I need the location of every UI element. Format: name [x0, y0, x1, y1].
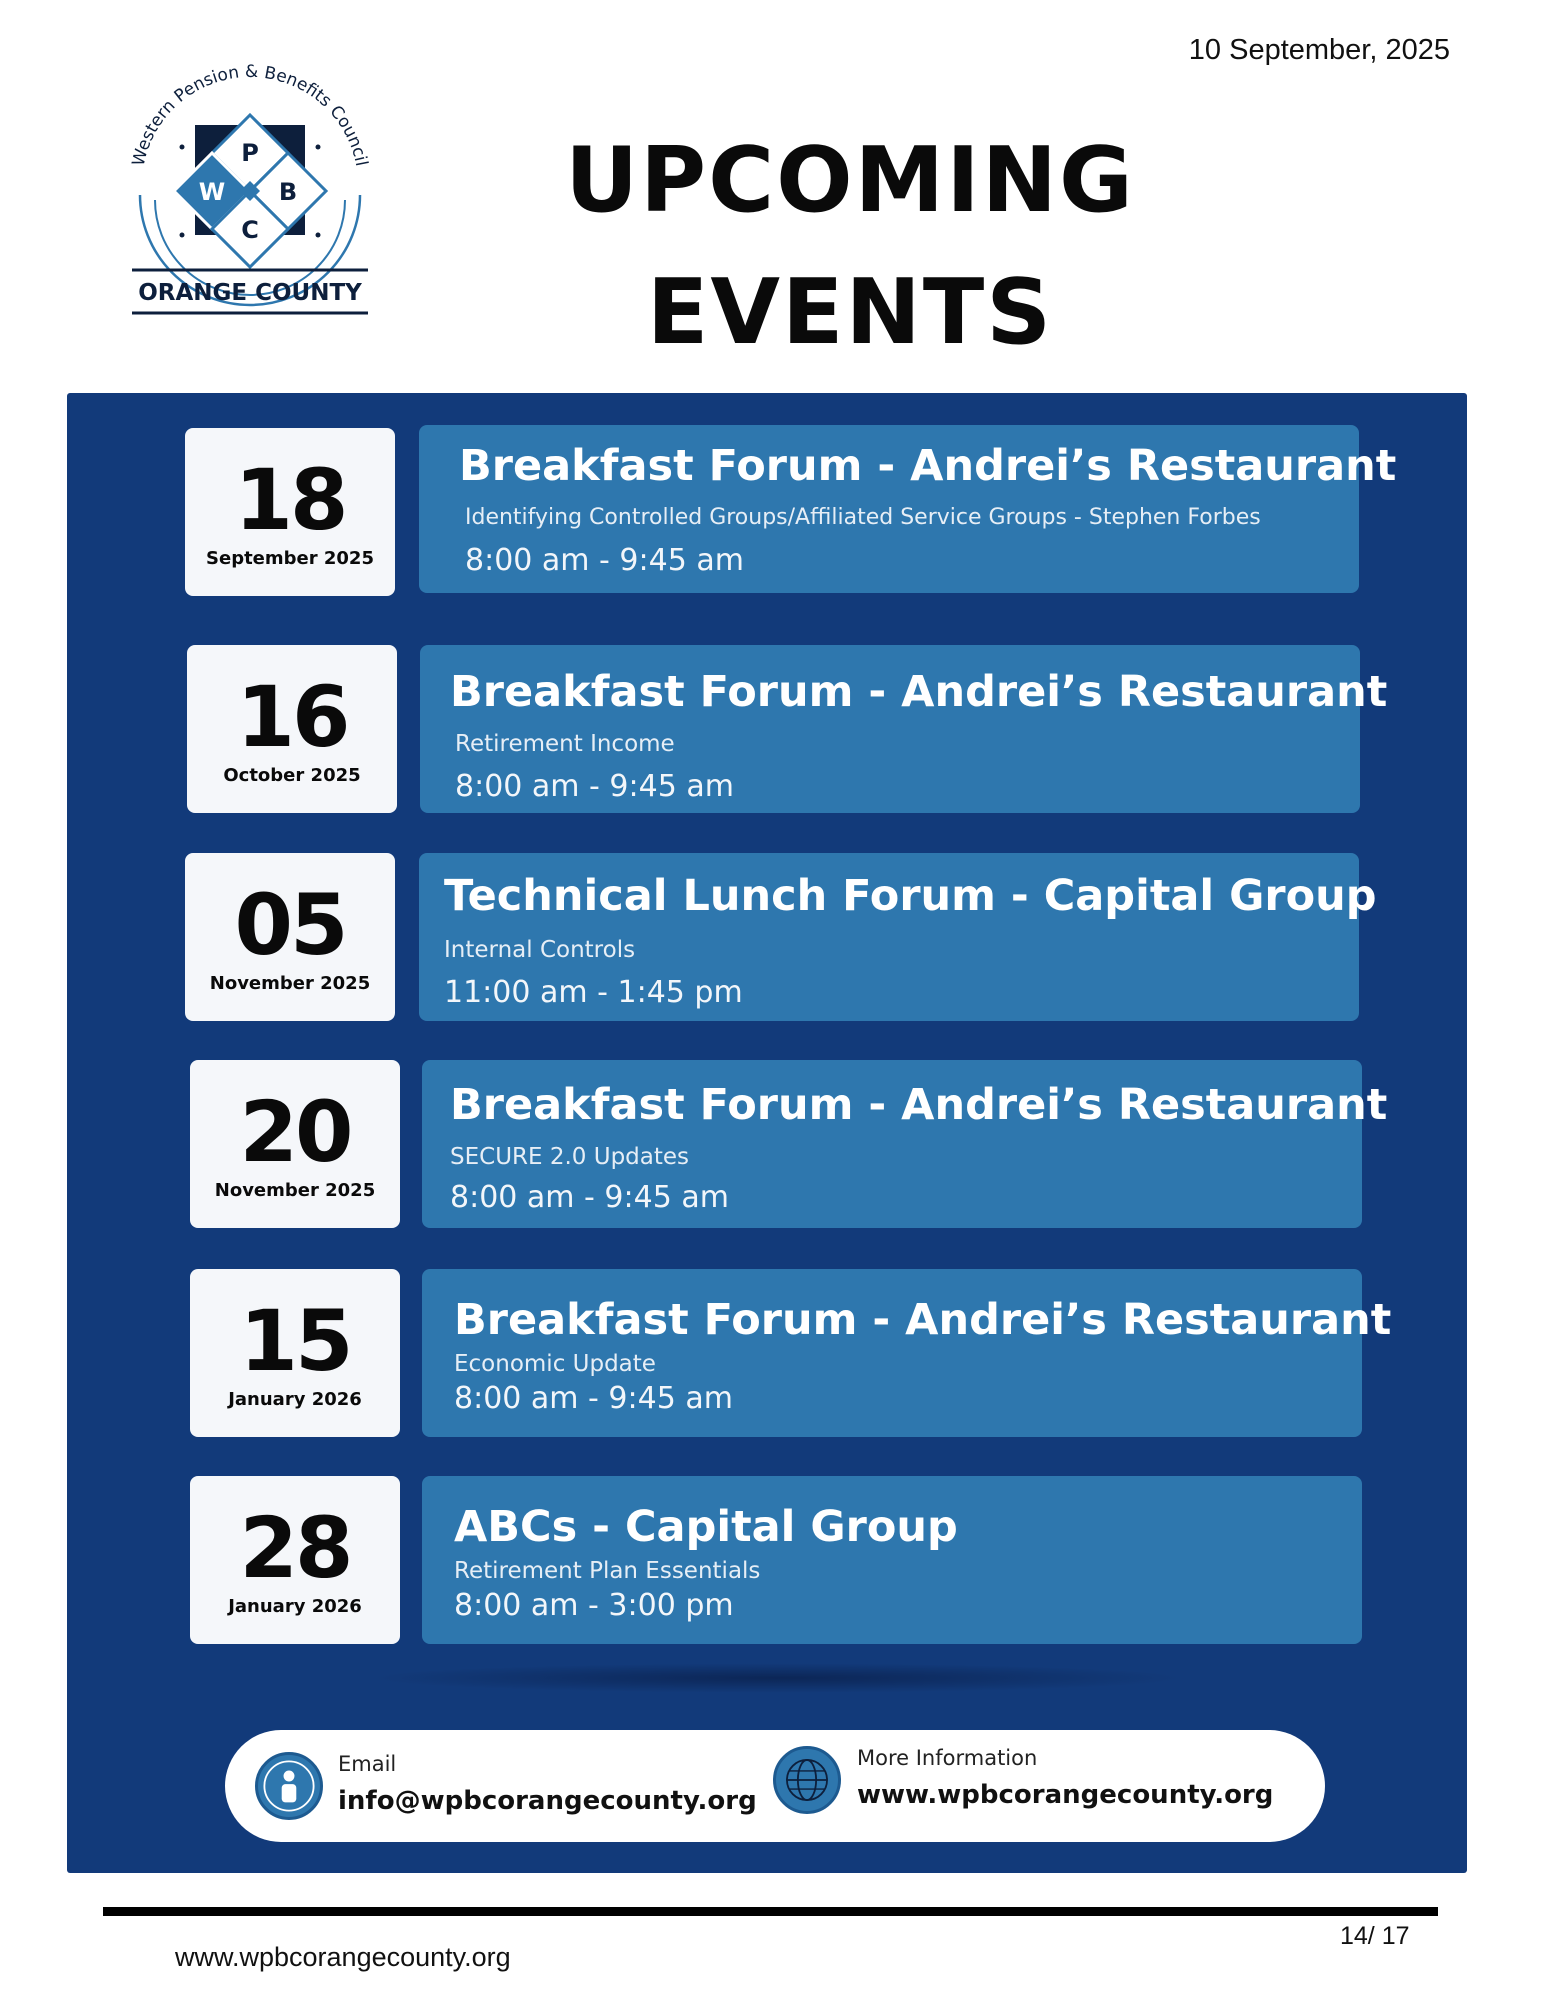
event-title: ABCs - Capital Group: [454, 1502, 958, 1552]
event-subtitle: Retirement Income: [455, 731, 675, 757]
svg-text:C: C: [241, 216, 259, 244]
event-time: 11:00 am - 1:45 pm: [444, 975, 743, 1010]
events-panel: [67, 393, 1467, 1873]
event-day: 28: [239, 1499, 351, 1597]
email-link[interactable]: info@wpbcorangecounty.org: [338, 1786, 757, 1816]
event-title: Breakfast Forum - Andrei’s Restaurant: [450, 1080, 1388, 1130]
event-day: 16: [236, 668, 348, 766]
date-card: [190, 1476, 400, 1644]
event-title: Breakfast Forum - Andrei’s Restaurant: [454, 1295, 1392, 1345]
event-month: November 2025: [209, 973, 371, 994]
event-title: Breakfast Forum - Andrei’s Restaurant: [450, 667, 1388, 717]
event-day: 05: [234, 876, 346, 974]
event-month: January 2026: [228, 1389, 362, 1410]
event-time: 8:00 am - 3:00 pm: [454, 1588, 734, 1623]
event-card[interactable]: [422, 1476, 1362, 1644]
wpbc-logo: [120, 55, 380, 325]
logo-graphic: [120, 55, 380, 325]
person-icon: [255, 1752, 323, 1820]
event-subtitle: Identifying Controlled Groups/Affiliated Service Groups - Stephen Forbes: [465, 505, 1261, 530]
title-line-2: EVENTS: [646, 260, 1054, 365]
date-card: [190, 1269, 400, 1437]
globe-icon: [773, 1746, 841, 1814]
svg-text:P: P: [241, 139, 259, 167]
document-date: 10 September, 2025: [1188, 34, 1450, 66]
event-month: September 2025: [206, 548, 374, 569]
page-title: [560, 115, 1140, 379]
event-card[interactable]: [422, 1060, 1388, 1228]
event-month: January 2026: [228, 1596, 362, 1617]
panel-shadow: [367, 1663, 1187, 1693]
footer-url[interactable]: www.wpbcorangecounty.org: [175, 1942, 511, 1972]
event-day: 20: [239, 1083, 351, 1181]
event-subtitle: Retirement Plan Essentials: [454, 1558, 761, 1584]
event-subtitle: SECURE 2.0 Updates: [450, 1144, 690, 1170]
date-card: [187, 645, 397, 813]
footer-divider: [103, 1907, 1438, 1916]
event-day: 18: [234, 451, 346, 549]
email-label: Email: [338, 1752, 397, 1776]
svg-text:Western Pension & Benefits Cou: Western Pension & Benefits Council: [128, 61, 372, 169]
event-time: 8:00 am - 9:45 am: [455, 769, 734, 804]
event-subtitle: Economic Update: [454, 1351, 656, 1377]
event-day: 15: [239, 1292, 351, 1390]
page-number: 14/ 17: [1340, 1922, 1410, 1950]
event-time: 8:00 am - 9:45 am: [450, 1180, 729, 1215]
event-title: Technical Lunch Forum - Capital Group: [444, 871, 1377, 921]
svg-text:W: W: [198, 178, 226, 206]
svg-text:B: B: [278, 178, 298, 206]
event-card[interactable]: [419, 853, 1377, 1021]
event-title: Breakfast Forum - Andrei’s Restaurant: [459, 441, 1397, 491]
contact-bar: [225, 1730, 1325, 1842]
more-info-label: More Information: [857, 1746, 1038, 1770]
event-card[interactable]: [422, 1269, 1392, 1437]
website-link[interactable]: www.wpbcorangecounty.org: [857, 1780, 1274, 1810]
event-month: November 2025: [214, 1180, 376, 1201]
date-card: [190, 1060, 400, 1228]
date-card: [185, 428, 395, 596]
event-subtitle: Internal Controls: [444, 937, 636, 963]
date-card: [185, 853, 395, 1021]
event-time: 8:00 am - 9:45 am: [465, 543, 744, 578]
title-line-1: UPCOMING: [565, 128, 1135, 233]
event-month: October 2025: [223, 765, 361, 786]
event-card[interactable]: [420, 645, 1388, 813]
event-card[interactable]: [419, 425, 1397, 593]
event-time: 8:00 am - 9:45 am: [454, 1381, 733, 1416]
svg-text:ORANGE COUNTY: ORANGE COUNTY: [138, 280, 362, 306]
